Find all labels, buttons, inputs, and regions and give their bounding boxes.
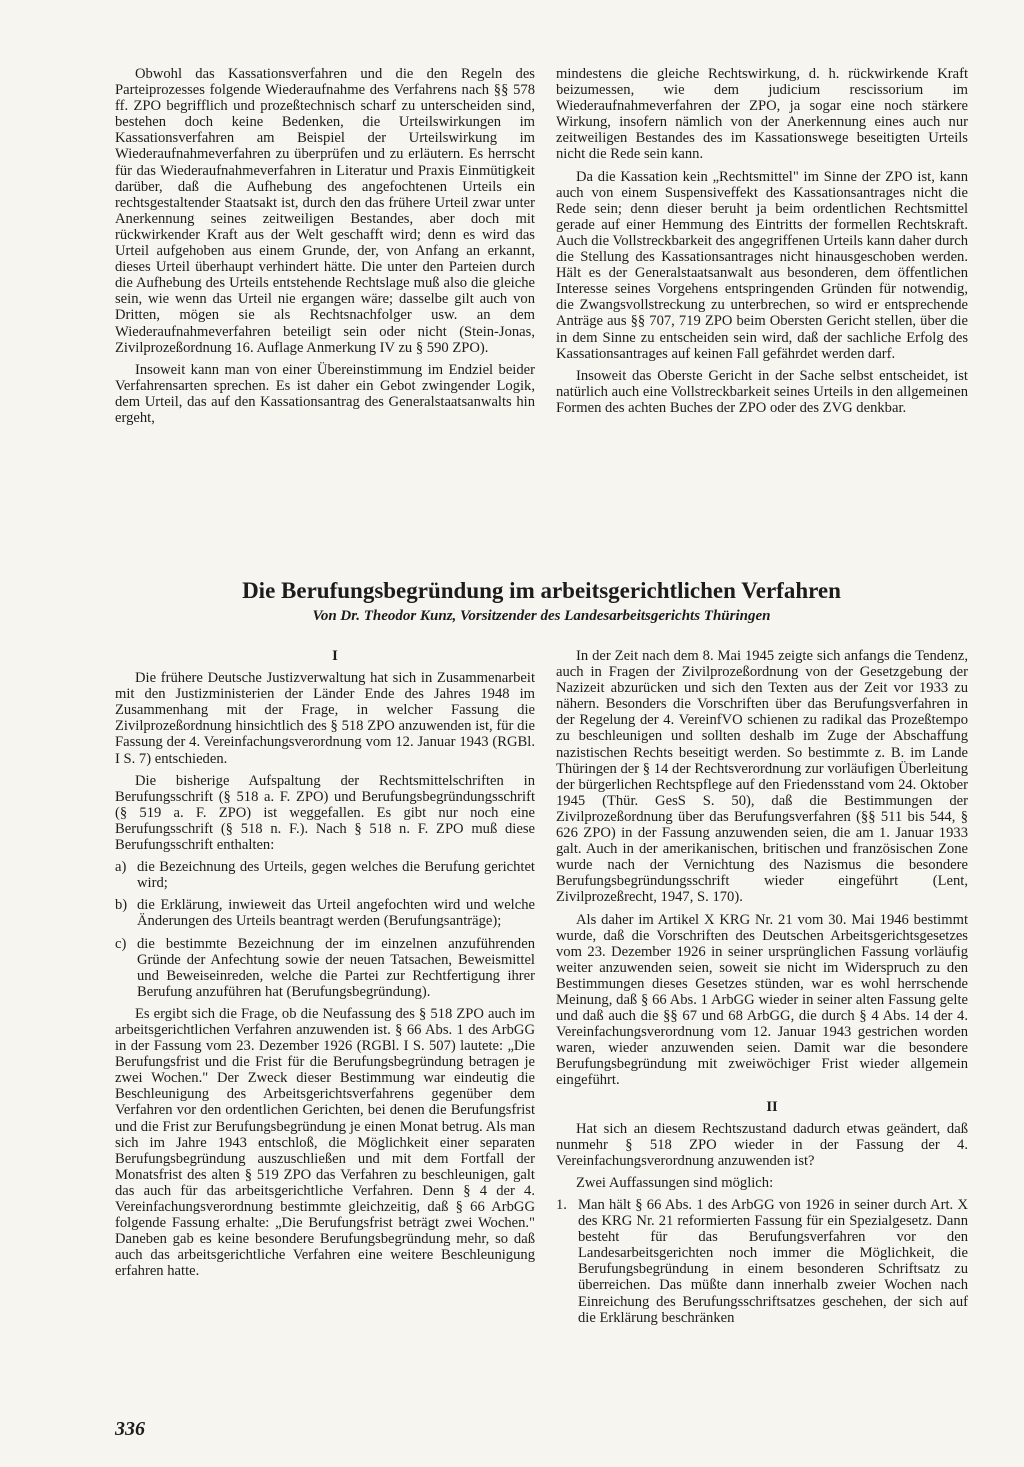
paragraph: Als daher im Artikel X KRG Nr. 21 vom 30. Mai 1946 bestimmt wurde, daß die Vorschriften des Deutschen Arbeitsgerichtsgesetzes vom 23. Dezember 1926 in seiner ursprünglichen Fassung vorläufig weiter anzuwenden seien, soweit sie nicht im Widerspruch zu den Bestimmungen dieses Gesetzes stünden, war es wohl herrschende Meinung, daß § 66 Abs. 1 ArbGG wieder in seiner alten Fassung gelte und daß auch die §§ 67 und 68 ArbGG, die durch § 4 Abs. 14 der 4. Vereinfachungsverordnung vom 12. Januar 1943 gestrichen worden waren, wieder anzuwenden seien. Damit war die besondere Berufungsbegründung mit zweiwöchiger Frist wieder allgemein eingeführt. — [556, 911, 968, 1089]
paragraph: Die bisherige Aufspaltung der Rechtsmittelschriften in Berufungsschrift (§ 518 a. F. ZPO) und Berufungsbegründungsschrift (§ 519 a. F. ZPO) ist weggefallen. Es gibt nur noch eine Berufungsschrift (§ 518 n. F.). Nach § 518 n. F. ZPO muß diese Berufungsschrift enthalten: — [115, 772, 535, 854]
top-right-column — [556, 66, 968, 422]
section-heading: II — [766, 1098, 778, 1115]
paragraph: Hat sich an diesem Rechtszustand dadurch etwas geändert, daß nunmehr § 518 ZPO wieder in der Fassung der 4. Vereinfachungsverordnung anzuwenden ist? — [556, 1120, 968, 1169]
list-text: die Bezeichnung des Urteils, gegen welches die Berufung gerichtet wird; — [137, 859, 535, 892]
list-text: die Erklärung, inwieweit das Urteil angefochten wird und welche Änderungen des Urteils beantragt werden (Berufungsanträge); — [137, 897, 535, 930]
list-text: Man hält § 66 Abs. 1 des ArbGG von 1926 in seiner durch Art. X des KRG Nr. 21 reformierten Fassung für ein Spezialgesetz. Dann besteht für das Berufungsverfahren vor den Landesarbeitsgerichten noch immer die Möglichkeit, die Berufungsbegründung in einem besonderen Schriftsatz zu überreichen. Das müßte dann innerhalb zweier Wochen nach Einreichung des Berufungsschriftsatzes geschehen, der sich auf die Erklärung beschränken — [578, 1197, 968, 1326]
list-item — [115, 897, 535, 929]
list-item — [556, 1197, 968, 1326]
paragraph: In der Zeit nach dem 8. Mai 1945 zeigte sich anfangs die Tendenz, auch in Fragen der Zivilprozeßordnung von der Gesetzgebung der Nazizeit abzurücken und sich den Texten aus der Zeit vor 1933 zu nähern. Besonders die Vorschriften über das Berufungsverfahren in der Regelung der 4. VereinfVO schienen zu radikal das Prozeßtempo zu beschleunigen und sollten deshalb im Zuge der Abschaffung nazistischen Rechts beseitigt werden. So bestimmte z. B. im Lande Thüringen der § 14 der Rechtsverordnung zur vorläufigen Überleitung der bürgerlichen Rechtspflege auf den Friedensstand vom 24. Oktober 1945 (Thür. GesS S. 50), daß die Bestimmungen der Zivilprozeßordnung über das Berufungsverfahren (§§ 511 bis 544, § 626 ZPO) in der Fassung anzuwenden seien, die am 1. Januar 1933 galt. Auch in der amerikanischen, britischen und französischen Zone wurde nach der Vernichtung des Nazismus die besondere Berufungsbegründungsschrift wieder eingeführt (Lent, Zivilprozeßrecht, 1947, S. 170). — [556, 648, 968, 906]
section-heading: I — [332, 648, 338, 664]
list-marker: b) — [115, 897, 128, 914]
paragraph: Insoweit das Oberste Gericht in der Sache selbst entscheidet, ist natürlich auch eine Vollstreckbarkeit seines Urteils in den allgemeinen Formen des achten Buches der ZPO oder des ZVG denkbar. — [556, 367, 968, 416]
article-right-column — [556, 648, 968, 1332]
paragraph: Zwei Auffassungen sind möglich: — [576, 1174, 774, 1191]
list-marker: c) — [115, 935, 127, 952]
article-left-column — [115, 648, 535, 1285]
list-marker: 1. — [556, 1197, 567, 1213]
top-left-column — [115, 66, 535, 432]
article-title: Die Berufungsbegründung im arbeitsgerichtlichen Verfahren — [242, 578, 841, 603]
paragraph: Da die Kassation kein „Rechtsmittel" im Sinne der ZPO ist, kann auch von einem Suspensiveffekt des Kassationsantrages nicht die Rede sein; denn dieser beruht ja beim ordentlichen Rechtsmittel gerade auf einer Hemmung des Eintritts der formellen Rechtskraft. Auch die Vollstreckbarkeit des angegriffenen Urteils kann daher durch die Stellung des Kassationsantrages nicht hinausgeschoben werden. Hält es der Generalstaatsanwalt aus besonderen, dem öffentlichen Interesse seines Vorgehens entspringenden Gründen für notwendig, die Zwangsvollstreckung zu unterbrechen, so wird er entsprechende Anträge aus §§ 707, 719 ZPO beim Obersten Gericht stellen, über die in dem Sinne zu entscheiden sein wird, daß der sachliche Erfolg des Kassationsantrages auf keinen Fall gefährdet werden darf. — [556, 168, 968, 362]
paragraph: Die frühere Deutsche Justizverwaltung hat sich in Zusammenarbeit mit den Justizministerien der Länder Ende des Jahres 1948 im Zusammenhang mit der Frage, in welcher Fassung die Zivilprozeßordnung hinsichtlich des § 518 ZPO anzuwenden ist, für die Fassung der 4. Vereinfachungsverordnung vom 12. Januar 1943 (RGBl. I S. 7) entschieden. — [115, 670, 535, 767]
list-marker: a) — [115, 859, 127, 876]
paragraph: mindestens die gleiche Rechtswirkung, d. h. rückwirkende Kraft beizumessen, wie dem judicium rescissorium im Wiederaufnahmeverfahren der ZPO, ja sogar eine noch stärkere Wirkung, insofern nämlich von der Anerkennung eines auch nur zeitweiligen Bestandes des im Kassationswege beseitigten Urteils nicht die Rede sein kann. — [556, 66, 968, 163]
list-text: die bestimmte Bezeichnung der im einzelnen anzuführenden Gründe der Anfechtung sowie der neuen Tatsachen, Beweismittel und Beweiseinreden, welche die Partei zur Rechtfertigung ihrer Berufung anzuführen hat (Berufungsbegründung). — [137, 935, 535, 1000]
paragraph: Es ergibt sich die Frage, ob die Neufassung des § 518 ZPO auch im arbeitsgerichtlichen Verfahren anzuwenden ist. § 66 Abs. 1 des ArbGG in der Fassung vom 23. Dezember 1926 (RGBl. I S. 507) lautete: „Die Berufungsfrist und die Frist für die Berufungsbegründung betragen je zwei Wochen." Der Zweck dieser Bestimmung war eindeutig die Beschleunigung des Arbeitsgerichtsverfahrens gegenüber dem Verfahren vor den ordentlichen Gerichten, bei denen die Berufungsfrist und die Frist zur Berufungsbegründung je einen Monat betrug. Als man sich im Jahre 1943 entschloß, die Möglichkeit einer separaten Berufungsbegründung auszuschließen und mit dem Fortfall der Monatsfrist des alten § 519 ZPO das Verfahren zu beschleunigen, galt das auch für das arbeitsgerichtliche Verfahren. Denn § 4 der 4. Vereinfachungsverordnung bestimmte gleichzeitig, daß § 66 ArbGG folgende Fassung erhalte: „Die Berufungsfrist beträgt zwei Wochen." Daneben gab es keine besondere Berufungsbegründung mehr, so daß auch das arbeitsgerichtliche Verfahren eine weitere Beschleunigung erfahren hatte. — [115, 1005, 535, 1280]
list-item — [115, 936, 535, 1000]
paragraph: Obwohl das Kassationsverfahren und die den Regeln des Parteiprozesses folgende Wiederaufnahme des Verfahrens nach §§ 578 ff. ZPO begrifflich und prozeßtechnisch scharf zu unterscheiden sind, bestehen doch keine Bedenken, die Urteilswirkungen im Kassationsverfahren am Beispiel der Urteilswirkung im Wiederaufnahmeverfahren zu überprüfen und zu erläutern. Es herrscht für das Wiederaufnahmeverfahren in Literatur und Praxis Einmütigkeit darüber, daß die Aufhebung des angefochtenen Urteils ein rechtsgestaltender Staatsakt ist, durch den das frühere Urteil zwar unter Anerkennung seines zeitweiligen Bestandes, aber doch mit rückwirkender Kraft aus der Welt geschafft wird; denn es wird das Urteil aufgehoben aus einem Grunde, der, von Anfang an erkannt, dieses Urteil überhaupt verhindert hätte. Die unter den Parteien durch die Aufhebung des Urteils entstehende Rechtslage muß also die gleiche sein, wie wenn das Urteil nie ergangen wäre; dasselbe gilt auch von Dritten, mögen sie als Rechtsnachfolger usw. an dem Wiederaufnahmeverfahren beteiligt sein oder nicht (Stein-Jonas, Zivilprozeßordnung 16. Auflage Anmerkung IV zu § 590 ZPO). — [115, 66, 535, 356]
article-byline: Von Dr. Theodor Kunz, Vorsitzender des Landesarbeitsgerichts Thüringen — [312, 608, 771, 624]
list-item — [115, 859, 535, 891]
page-number: 336 — [115, 1418, 145, 1440]
paragraph: Insoweit kann man von einer Übereinstimmung im Endziel beider Verfahrensarten sprechen. Es ist daher ein Gebot zwingender Logik, dem Urteil, das auf den Kassationsantrag des Generalstaatsanwalts hin ergeht, — [115, 361, 535, 426]
